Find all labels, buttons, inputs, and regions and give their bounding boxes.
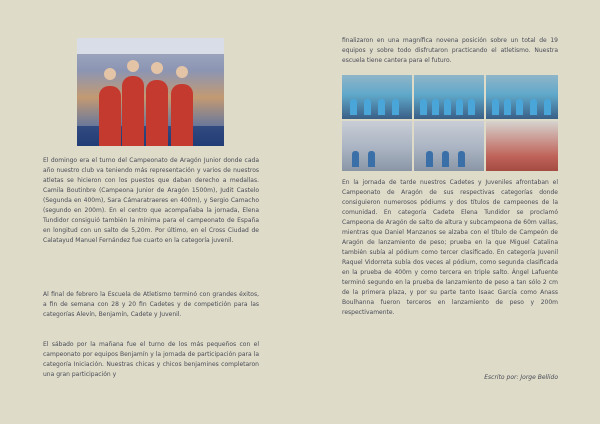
author-signature: Escrito por: Jorge Bellido [484, 374, 558, 381]
athlete-figure [146, 80, 168, 146]
podium-photo [77, 38, 224, 146]
athlete-head [151, 62, 163, 74]
mosaic-photo [486, 75, 558, 119]
left-paragraph-2: Al final de febrero la Escuela de Atletismo terminó con grandes éxitos, a fin de semana con 28 y 20 fin Cadetes y de competición para las categorías Alevín, Benjamín, Cadete y Juvenil. [43, 291, 259, 318]
mosaic-photo [486, 121, 558, 171]
athlete-head [176, 66, 188, 78]
mosaic-photo [342, 121, 412, 171]
left-paragraph-1: El domingo era el turno del Campeonato de Aragón Junior donde cada año nuestro club va teniendo más representación y varios de nuestros atletas se hicieron con los puestos que daban derecho a medallas. Camila Boutinbre (Campeona Junior de Aragón 1500m), Judit Castelo (Segunda en 400m), Sara Cámaratraeres en 400m), y Sergio Camacho (segundo en 200m). En el centro que acompañaba la jornada, Elena Tundidor consiguió también la mínima para el campeonato de España en longitud con un salto de 5,20m. Por último, en el Cross Ciudad de Calatayud Manuel Fernández fue cuarto en la categoría juvenil. [43, 157, 259, 244]
mosaic-photo [342, 75, 412, 119]
athlete-head [104, 68, 116, 80]
right-paragraph-1: finalizaron en una magnífica novena posición sobre un total de 19 equipos y sobre todo disfrutaron practicando el atletismo. Nuestra escuela tiene cantera para el futuro. [342, 37, 558, 64]
athlete-figure [122, 76, 144, 146]
mosaic-photo [414, 121, 484, 171]
mosaic-photo [414, 75, 484, 119]
left-paragraph-3: El sábado por la mañana fue el turno de los más pequeños con el campeonato por equipos Benjamín y la jornada de participación para la categoría Iniciación. Nuestras chicas y chicos benjamines completaron una gran participación y [43, 341, 259, 378]
athlete-head [127, 60, 139, 72]
athlete-figure [171, 84, 193, 146]
photo-mosaic [342, 75, 558, 171]
athlete-figure [99, 86, 121, 146]
right-paragraph-2: En la jornada de tarde nuestros Cadetes y Juveniles afrontaban el Campeonato de Aragón de sus respectivas categorías donde consiguieron numerosos pódiums y dos títulos de campeones de la comunidad. En categoría Cadete Elena Tundidor se proclamó Campeona de Aragón de salto de altura y subcampeona de 60m vallas, mientras que Daniel Manzanos se alzaba con el título de Campeón de Aragón de lanzamiento de peso; prueba en la que Miguel Catalina también subía al pódium como tercer clasificado. En categoría Juvenil Raquel Vidorreta subía dos veces al pódium, como segunda clasificada en la prueba de 400m y como tercera en triple salto. Ángel Lafuente terminó segundo en la prueba de lanzamiento de peso a tan sólo 2 cm de la primera plaza, y por su parte tanto Isaac García como Anass Boulhanna fueron terceros en lanzamiento de peso y 200m respectivamente. [342, 179, 558, 316]
photo-banner [77, 38, 224, 54]
